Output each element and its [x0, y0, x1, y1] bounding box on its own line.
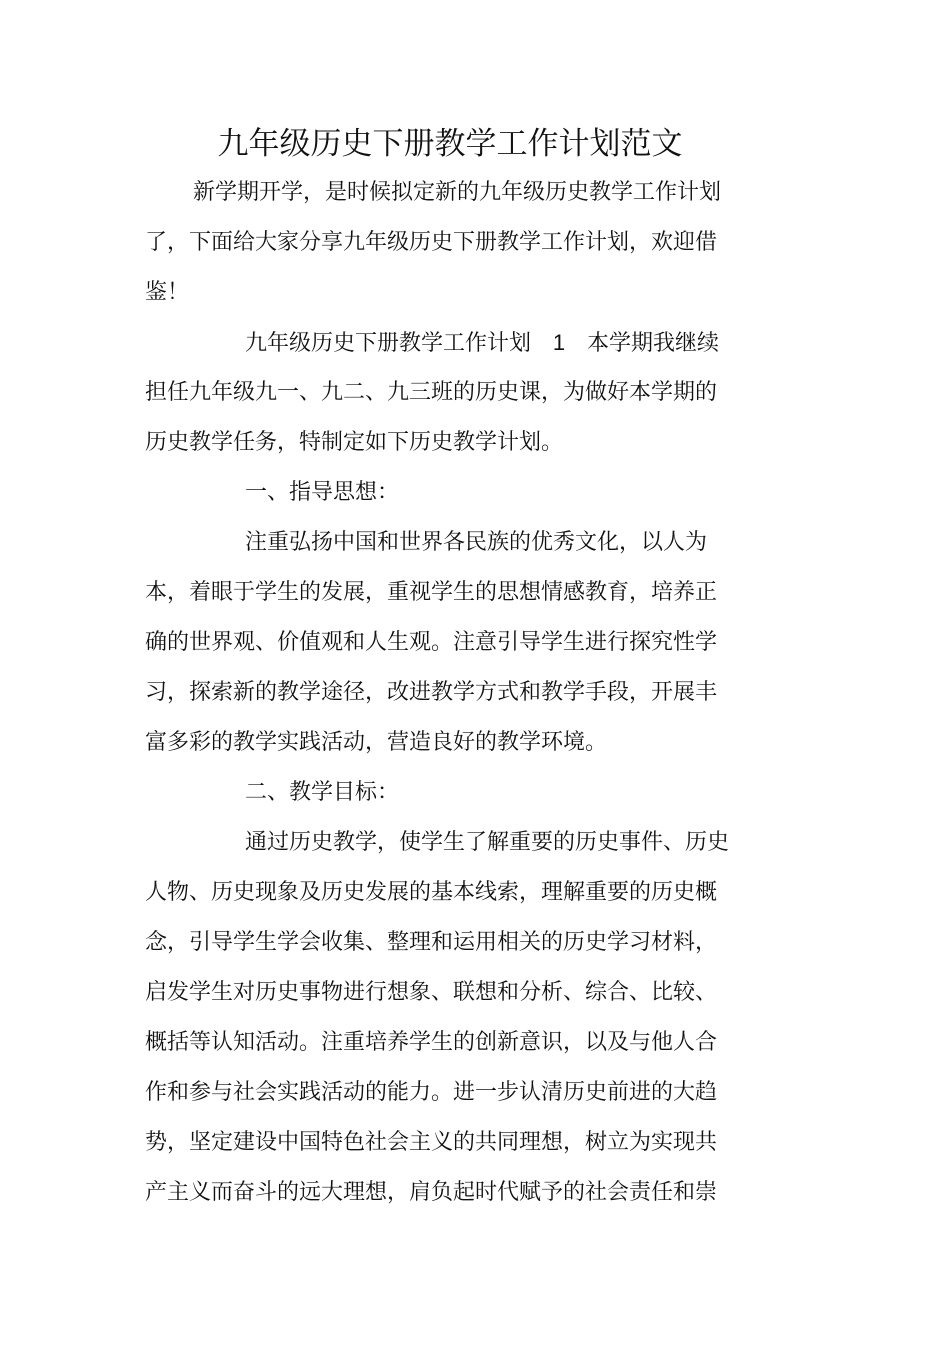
- paragraph-line: 人物、历史现象及历史发展的基本线索，理解重要的历史概: [145, 880, 718, 905]
- paragraph-line: 势，坚定建设中国特色社会主义的共同理想，树立为实现共: [145, 1130, 718, 1155]
- paragraph-line: 担任九年级九一、九二、九三班的历史课，为做好本学期的: [145, 380, 718, 405]
- paragraph-line: 作和参与社会实践活动的能力。进一步认清历史前进的大趋: [145, 1080, 718, 1105]
- document-title: 九年级历史下册教学工作计划范文: [217, 126, 683, 162]
- section-heading: 二、教学目标：: [245, 780, 400, 805]
- paragraph-line: 注重弘扬中国和世界各民族的优秀文化，以人为: [245, 530, 708, 555]
- paragraph-line: 历史教学任务，特制定如下历史教学计划。: [145, 430, 564, 455]
- section-heading: 一、指导思想：: [245, 480, 400, 505]
- paragraph-line: 通过历史教学，使学生了解重要的历史事件、历史: [245, 830, 730, 855]
- paragraph-line: 确的世界观、价值观和人生观。注意引导学生进行探究性学: [145, 630, 718, 655]
- plan-heading-line: [245, 328, 719, 359]
- paragraph-line: 概括等认知活动。注重培养学生的创新意识，以及与他人合: [145, 1030, 718, 1055]
- paragraph-line: 习，探索新的教学途径，改进教学方式和教学手段，开展丰: [145, 680, 718, 705]
- paragraph-line: 念，引导学生学会收集、整理和运用相关的历史学习材料，: [145, 930, 718, 955]
- paragraph-line: 启发学生对历史事物进行想象、联想和分析、综合、比较、: [145, 980, 718, 1005]
- paragraph-line: 了，下面给大家分享九年级历史下册教学工作计划，欢迎借: [145, 230, 718, 255]
- plan-heading-title: 九年级历史下册教学工作计划: [245, 331, 532, 356]
- paragraph-line: 本，着眼于学生的发展，重视学生的思想情感教育，培养正: [145, 580, 718, 605]
- plan-heading-lead: 本学期我继续: [587, 331, 720, 356]
- paragraph-line: 产主义而奋斗的远大理想，肩负起时代赋予的社会责任和崇: [145, 1180, 718, 1205]
- paragraph-line: 富多彩的教学实践活动，营造良好的教学环境。: [145, 730, 608, 755]
- plan-heading-number: 1: [552, 330, 566, 355]
- paragraph-line: 新学期开学，是时候拟定新的九年级历史教学工作计划: [193, 180, 722, 205]
- paragraph-line: 鉴！: [145, 280, 190, 305]
